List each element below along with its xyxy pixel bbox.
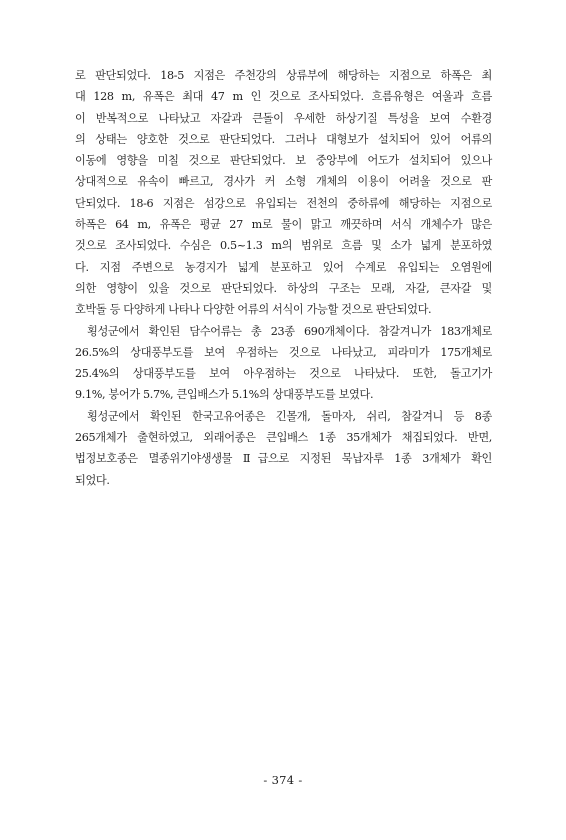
text-line: 상대적으로 유속이 빠르고, 경사가 커 소형 개체의 이용이 어려울 것으로 판: [75, 175, 492, 189]
text-line: 대 128 m, 유폭은 최대 47 m 인 것으로 조사되었다. 흐름유형은 여울과 흐름: [75, 90, 492, 104]
text-line: 의한 영향이 있을 것으로 판단되었다. 하상의 구조는 모래, 자갈, 큰자갈 및: [75, 281, 492, 295]
text-line: 것으로 조사되었다. 수심은 0.5~1.3 m의 범위로 흐름 및 소가 넓게 분포하였: [75, 239, 492, 253]
text-line: 25.4%의 상대풍부도를 보여 아우점하는 것으로 나타났다. 또한, 돌고기가: [75, 367, 492, 381]
text-line: 횡성군에서 확인된 담수어류는 총 23종 690개체이다. 참갈겨니가 183개체로: [87, 324, 492, 338]
text-line: 호박돌 등 다양하게 나타나 다양한 어류의 서식이 가능할 것으로 판단되었다.: [75, 303, 432, 317]
text-line: 단되었다. 18-6 지점은 섬강으로 유입되는 전천의 중하류에 해당하는 지점으로: [75, 196, 492, 210]
body-text: [75, 65, 492, 491]
paragraph-endemic-species: [75, 406, 492, 491]
text-line: 로 판단되었다. 18-5 지점은 주천강의 상류부에 해당하는 지점으로 하폭은 최: [75, 69, 492, 82]
paragraph-site-descriptions: [75, 65, 492, 321]
text-line: 이동에 영향을 미칠 것으로 판단되었다. 보 중앙부에 어도가 설치되어 있으나: [75, 154, 492, 168]
paragraph-fish-species-summary: [75, 321, 492, 406]
text-line: 되었다.: [75, 473, 110, 487]
text-line: 하폭은 64 m, 유폭은 평균 27 m로 물이 맑고 깨끗하며 서식 개체수가 많은: [75, 218, 492, 232]
text-line: 횡성군에서 확인된 한국고유어종은 긴몰개, 돌마자, 쉬리, 참갈겨니 등 8종: [87, 409, 492, 423]
text-line: 법정보호종은 멸종위기야생생물 Ⅱ급으로 지정된 묵납자루 1종 3개체가 확인: [75, 452, 492, 466]
text-line: 의 상태는 양호한 것으로 판단되었다. 그러나 대형보가 설치되어 있어 어류의: [75, 132, 492, 146]
text-line: 265개체가 출현하였고, 외래어종은 큰입배스 1종 35개체가 채집되었다. 반면,: [75, 431, 492, 445]
text-line: 26.5%의 상대풍부도를 보여 우점하는 것으로 나타났고, 피라미가 175개체로: [75, 345, 492, 359]
text-line: 이 반복적으로 나타났고 자갈과 큰돌이 우세한 하상기질 특성을 보여 수환경: [75, 111, 492, 125]
page-number: - 374 -: [263, 773, 303, 787]
text-line: 다. 지점 주변으로 농경지가 넓게 분포하고 있어 수계로 유입되는 오염원에: [75, 260, 492, 274]
text-line: 9.1%, 붕어가 5.7%, 큰입배스가 5.1%의 상대풍부도를 보였다.: [75, 388, 374, 402]
